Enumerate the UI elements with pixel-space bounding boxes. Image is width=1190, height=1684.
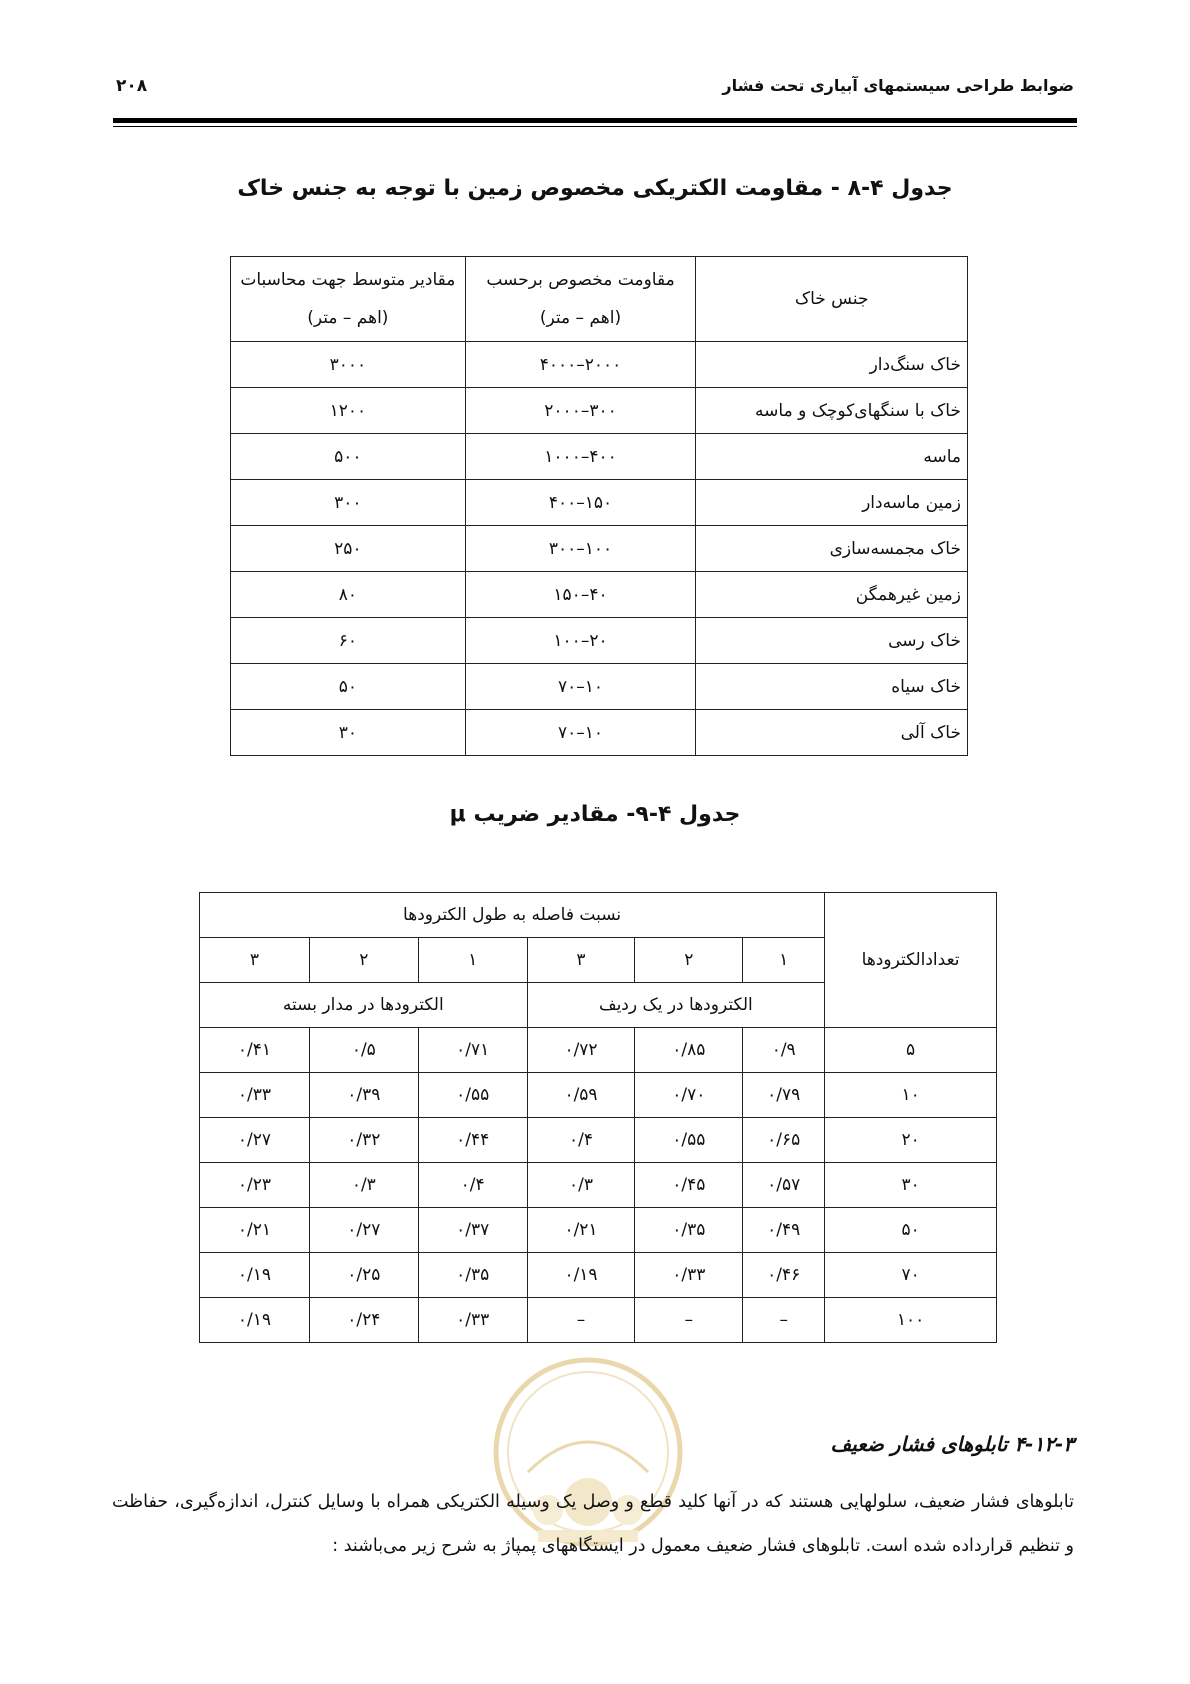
- mu-value-cell: ۰/۳۵: [418, 1253, 527, 1298]
- body-paragraph: تابلوهای فشار ضعیف، سلولهایی هستند که در آنها کلید قطع و وصل یک وسیله الکتریکی همراه با وسایل کنترل، اندازه‌گیری، حفاظت و تنظیم قرارداده شده است. تابلوهای فشار ضعیف معمول در ایستگاههای پمپاژ به شرح زیر می‌باشند :: [112, 1492, 1074, 1556]
- mu-value-cell: ۰/۷۹: [743, 1073, 825, 1118]
- table-row: [231, 388, 968, 434]
- mu-value-cell: ۰/۳۹: [309, 1073, 418, 1118]
- range-cell: ۱۰–۷۰: [465, 664, 696, 710]
- mu-value-cell: ۰/۵۵: [635, 1118, 743, 1163]
- electrode-count-cell: ۲۰: [825, 1118, 997, 1163]
- average-cell: ۵۰: [231, 664, 466, 710]
- table-row: [200, 1253, 997, 1298]
- header-resistivity-line1: مقاومت مخصوص برحسب: [486, 270, 675, 290]
- header-resistivity: [465, 257, 696, 342]
- average-cell: ۸۰: [231, 572, 466, 618]
- mu-value-cell: ۰/۵۵: [418, 1073, 527, 1118]
- electrode-count-cell: ۷۰: [825, 1253, 997, 1298]
- header-ratio-value: ۳: [200, 938, 310, 983]
- header-group-closed-circuit: الکترودها در مدار بسته: [200, 983, 528, 1028]
- table-row: [200, 1298, 997, 1343]
- header-average-line1: مقادیر متوسط جهت محاسبات: [240, 270, 456, 290]
- mu-value-cell: ۰/۴: [418, 1163, 527, 1208]
- range-cell: ۴۰۰–۱۰۰۰: [465, 434, 696, 480]
- mu-value-cell: ۰/۵: [309, 1028, 418, 1073]
- table-row: [200, 1208, 997, 1253]
- soil-cell: زمین ماسه‌دار: [696, 480, 968, 526]
- average-cell: ۵۰۰: [231, 434, 466, 480]
- mu-value-cell: ۰/۲۷: [309, 1208, 418, 1253]
- header-ratio-value: ۱: [418, 938, 527, 983]
- mu-value-cell: ۰/۳۳: [200, 1073, 310, 1118]
- table-row: [231, 572, 968, 618]
- electrode-count-cell: ۵: [825, 1028, 997, 1073]
- mu-value-cell: ۰/۷۱: [418, 1028, 527, 1073]
- header-spacing-ratio: نسبت فاصله به طول الکترودها: [200, 893, 825, 938]
- soil-cell: خاک سنگ‌دار: [696, 342, 968, 388]
- header-ratio-value: ۳: [527, 938, 635, 983]
- mu-value-cell: –: [527, 1298, 635, 1343]
- mu-value-cell: ۰/۲۷: [200, 1118, 310, 1163]
- mu-value-cell: ۰/۳۲: [309, 1118, 418, 1163]
- soil-cell: خاک با سنگهای‌کوچک و ماسه: [696, 388, 968, 434]
- table-row: [200, 1163, 997, 1208]
- mu-value-cell: –: [743, 1298, 825, 1343]
- mu-value-cell: ۰/۴۴: [418, 1118, 527, 1163]
- electrode-count-cell: ۱۰۰: [825, 1298, 997, 1343]
- running-title: ضوابط طراحی سیستمهای آبیاری تحت فشار: [722, 76, 1074, 95]
- mu-value-cell: ۰/۶۵: [743, 1118, 825, 1163]
- soil-cell: خاک مجمسه‌سازی: [696, 526, 968, 572]
- soil-cell: خاک رسی: [696, 618, 968, 664]
- average-cell: ۲۵۰: [231, 526, 466, 572]
- table1-caption: جدول ۴-۸ - مقاومت الکتریکی مخصوص زمین با توجه به جنس خاک: [237, 176, 953, 201]
- average-cell: ۶۰: [231, 618, 466, 664]
- mu-value-cell: ۰/۴۹: [743, 1208, 825, 1253]
- table-row: [231, 526, 968, 572]
- average-cell: ۳۰: [231, 710, 466, 756]
- header-average-line2: (اهم – متر): [307, 308, 389, 328]
- average-cell: ۳۰۰۰: [231, 342, 466, 388]
- table-row: [231, 480, 968, 526]
- range-cell: ۲۰۰۰–۴۰۰۰: [465, 342, 696, 388]
- range-cell: ۱۰–۷۰: [465, 710, 696, 756]
- table-header-row: [200, 893, 997, 938]
- soil-cell: زمین غیرهمگن: [696, 572, 968, 618]
- soil-cell: خاک آلی: [696, 710, 968, 756]
- mu-value-cell: ۰/۱۹: [200, 1298, 310, 1343]
- header-rule: [113, 118, 1077, 123]
- header-ratio-value: ۲: [635, 938, 743, 983]
- electrode-count-cell: ۵۰: [825, 1208, 997, 1253]
- table-row: [200, 1028, 997, 1073]
- table-row: [231, 710, 968, 756]
- soil-resistivity-table: [230, 256, 968, 756]
- mu-value-cell: ۰/۱۹: [200, 1253, 310, 1298]
- header-electrode-count: تعدادالکترودها: [825, 893, 997, 1028]
- header-group-in-row: الکترودها در یک ردیف: [527, 983, 825, 1028]
- table-row: [231, 342, 968, 388]
- table2-caption: جدول ۴-۹- مقادیر ضریب μ: [449, 802, 741, 827]
- mu-value-cell: ۰/۹: [743, 1028, 825, 1073]
- mu-value-cell: –: [635, 1298, 743, 1343]
- header-soil: جنس خاک: [696, 257, 968, 342]
- table-header-row: [231, 257, 968, 342]
- range-cell: ۲۰–۱۰۰: [465, 618, 696, 664]
- average-cell: ۱۲۰۰: [231, 388, 466, 434]
- mu-value-cell: ۰/۱۹: [527, 1253, 635, 1298]
- table-row: [200, 1118, 997, 1163]
- mu-value-cell: ۰/۳۳: [635, 1253, 743, 1298]
- table-row: [200, 1073, 997, 1118]
- mu-value-cell: ۰/۴۱: [200, 1028, 310, 1073]
- section-heading: ۴-۱۲-۳ تابلوهای فشار ضعیف: [830, 1432, 1074, 1456]
- page-header: [116, 72, 1074, 100]
- mu-value-cell: ۰/۲۱: [200, 1208, 310, 1253]
- mu-value-cell: ۰/۳۵: [635, 1208, 743, 1253]
- page-number: ۲۰۸: [116, 76, 148, 96]
- header-rule-thin: [113, 126, 1077, 127]
- range-cell: ۳۰۰–۲۰۰۰: [465, 388, 696, 434]
- mu-value-cell: ۰/۷۲: [527, 1028, 635, 1073]
- mu-coefficient-table: [199, 892, 997, 1343]
- table-row: [231, 434, 968, 480]
- mu-value-cell: ۰/۳۳: [418, 1298, 527, 1343]
- mu-value-cell: ۰/۲۴: [309, 1298, 418, 1343]
- mu-value-cell: ۰/۳۷: [418, 1208, 527, 1253]
- mu-value-cell: ۰/۳: [527, 1163, 635, 1208]
- table-row: [231, 664, 968, 710]
- mu-value-cell: ۰/۴۶: [743, 1253, 825, 1298]
- mu-value-cell: ۰/۸۵: [635, 1028, 743, 1073]
- soil-cell: خاک سیاه: [696, 664, 968, 710]
- mu-value-cell: ۰/۳: [309, 1163, 418, 1208]
- table-row: [231, 618, 968, 664]
- mu-value-cell: ۰/۲۳: [200, 1163, 310, 1208]
- mu-value-cell: ۰/۲۱: [527, 1208, 635, 1253]
- header-ratio-value: ۲: [309, 938, 418, 983]
- mu-value-cell: ۰/۴۵: [635, 1163, 743, 1208]
- header-resistivity-line2: (اهم – متر): [539, 308, 622, 328]
- mu-value-cell: ۰/۷۰: [635, 1073, 743, 1118]
- electrode-count-cell: ۳۰: [825, 1163, 997, 1208]
- range-cell: ۱۵۰–۴۰۰: [465, 480, 696, 526]
- mu-value-cell: ۰/۴: [527, 1118, 635, 1163]
- range-cell: ۴۰–۱۵۰: [465, 572, 696, 618]
- mu-value-cell: ۰/۵۹: [527, 1073, 635, 1118]
- header-average: [231, 257, 466, 342]
- mu-value-cell: ۰/۵۷: [743, 1163, 825, 1208]
- electrode-count-cell: ۱۰: [825, 1073, 997, 1118]
- mu-value-cell: ۰/۲۵: [309, 1253, 418, 1298]
- range-cell: ۱۰۰–۳۰۰: [465, 526, 696, 572]
- header-ratio-value: ۱: [743, 938, 825, 983]
- average-cell: ۳۰۰: [231, 480, 466, 526]
- soil-cell: ماسه: [696, 434, 968, 480]
